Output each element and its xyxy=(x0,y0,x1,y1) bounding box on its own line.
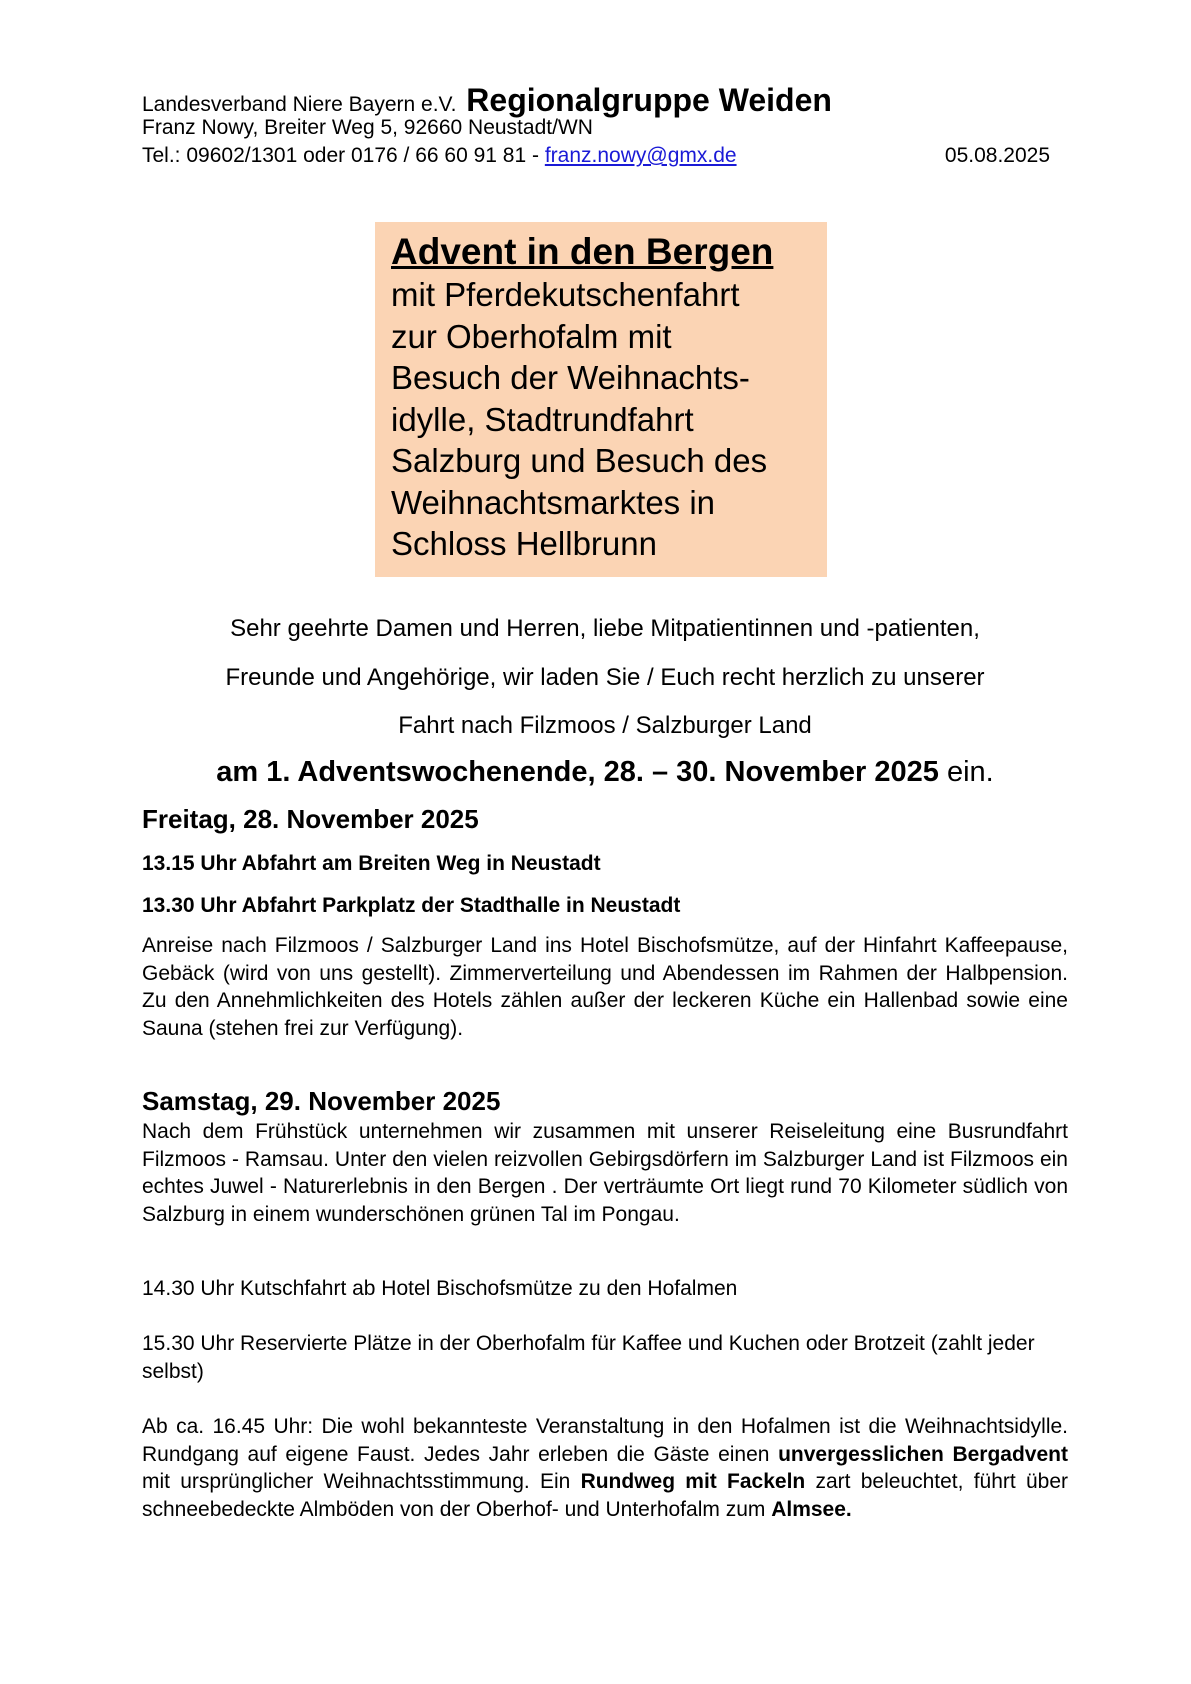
friday-section xyxy=(142,802,1068,836)
invitation-intro xyxy=(142,605,1068,751)
idylle-part: mit ursprünglicher Weihnachtsstimmung. Ein xyxy=(142,1470,581,1493)
friday-departure-2-wrap xyxy=(142,892,1068,920)
title-subline: Schloss Hellbrunn xyxy=(391,525,657,562)
title-subline: Besuch der Weihnachts- xyxy=(391,359,750,396)
title-subline: Salzburg und Besuch des xyxy=(391,442,768,479)
trip-dates-tail: ein. xyxy=(946,756,994,788)
title-subline: Weihnachtsmarktes in xyxy=(391,483,716,521)
page-title: Advent in den Bergen xyxy=(391,231,774,272)
idylle-part: Ab ca. 16.45 Uhr: Die wohl bekannteste Veranstaltung in den Hofalmen ist die Weihnachtsidylle. Rundgang auf eigene Faust. Jedes Jahr erleben die Gäste einen xyxy=(142,1415,1068,1466)
trip-dates xyxy=(142,752,1068,792)
friday-departure-2: 13.30 Uhr Abfahrt Parkplatz der Stadthalle in Neustadt xyxy=(142,894,681,917)
saturday-section xyxy=(142,1084,1068,1118)
idylle-wrap xyxy=(142,1413,1068,1523)
kutschfahrt-line: 14.30 Uhr Kutschfahrt ab Hotel Bischofsmütze zu den Hofalmen xyxy=(142,1277,738,1300)
idylle-part: zart beleuchtet, führt über schneebedeckte Almböden von der Oberhof- und Unterhofalm zum xyxy=(142,1470,1068,1521)
intro-line: Fahrt nach Filzmoos / Salzburger Land xyxy=(398,712,812,739)
email-link[interactable]: franz.nowy@gmx.de xyxy=(544,144,737,167)
letter-date: 05.08.2025 xyxy=(944,144,1050,167)
title-subline: zur Oberhofalm mit xyxy=(391,317,672,355)
saturday-text-wrap xyxy=(142,1118,1068,1228)
address-line: Franz Nowy, Breiter Weg 5, 92660 Neustadt/WN xyxy=(142,116,593,139)
org-line xyxy=(142,82,1050,118)
intro-line: Freunde und Angehörige, wir laden Sie / Euch recht herzlich zu unserer xyxy=(225,663,985,691)
weihnachtsidylle-text xyxy=(142,1413,1068,1523)
contact-line xyxy=(142,142,1050,170)
idylle-bold: Rundweg mit Fackeln xyxy=(580,1470,806,1493)
group-name: Regionalgruppe Weiden xyxy=(466,82,832,118)
friday-departure-1: 13.15 Uhr Abfahrt am Breiten Weg in Neustadt xyxy=(142,852,601,875)
friday-text: Anreise nach Filzmoos / Salzburger Land ins Hotel Bischofsmütze, auf der Hinfahrt Kaffeepause, Gebäck (wird von uns gestellt). Zimmerverteilung und Abendessen im Rahmen der Halbpension. Zu den Annehmlichkeiten des Hotels zählen außer der leckeren Küche ein Hallenbad sowie eine Sauna (stehen frei zur Verfügung). xyxy=(142,934,1068,1040)
org-name: Landesverband Niere Bayern e.V. xyxy=(142,93,457,116)
kutschfahrt-wrap xyxy=(142,1275,1068,1303)
friday-departure-1-wrap xyxy=(142,850,1068,878)
trip-dates-bold: am 1. Adventswochenende, 28. – 30. November 2025 xyxy=(216,756,939,788)
oberhofalm-wrap xyxy=(142,1330,1068,1385)
title-box xyxy=(375,222,827,577)
oberhofalm-line: 15.30 Uhr Reservierte Plätze in der Oberhofalm für Kaffee und Kuchen oder Brotzeit (zahlt jeder selbst) xyxy=(142,1332,1035,1383)
title-subline: idylle, Stadtrundfahrt xyxy=(391,400,694,438)
idylle-bold: unvergesslichen Bergadvent xyxy=(778,1442,1068,1466)
friday-text-wrap xyxy=(142,932,1068,1042)
phone-text: Tel.: 09602/1301 oder 0176 / 66 60 91 81 - xyxy=(142,144,539,167)
saturday-heading: Samstag, 29. November 2025 xyxy=(142,1086,501,1116)
idylle-bold: Almsee. xyxy=(771,1497,852,1521)
friday-heading: Freitag, 28. November 2025 xyxy=(142,804,479,834)
letterhead xyxy=(142,82,1050,170)
intro-line: Sehr geehrte Damen und Herren, liebe Mitpatientinnen und -patienten, xyxy=(230,615,980,642)
title-subline: mit Pferdekutschenfahrt xyxy=(391,276,740,313)
saturday-text: Nach dem Frühstück unternehmen wir zusammen mit unserer Reiseleitung eine Busrundfahrt Filzmoos - Ramsau. Unter den vielen reizvollen Gebirgsdörfern im Salzburger Land ist Filzmoos ein echtes Juwel - Naturerlebnis in den Bergen . Der verträumte Ort liegt rund 70 Kilometer südlich von Salzburg in einem wunderschönen grünen Tal im Pongau. xyxy=(142,1120,1068,1226)
